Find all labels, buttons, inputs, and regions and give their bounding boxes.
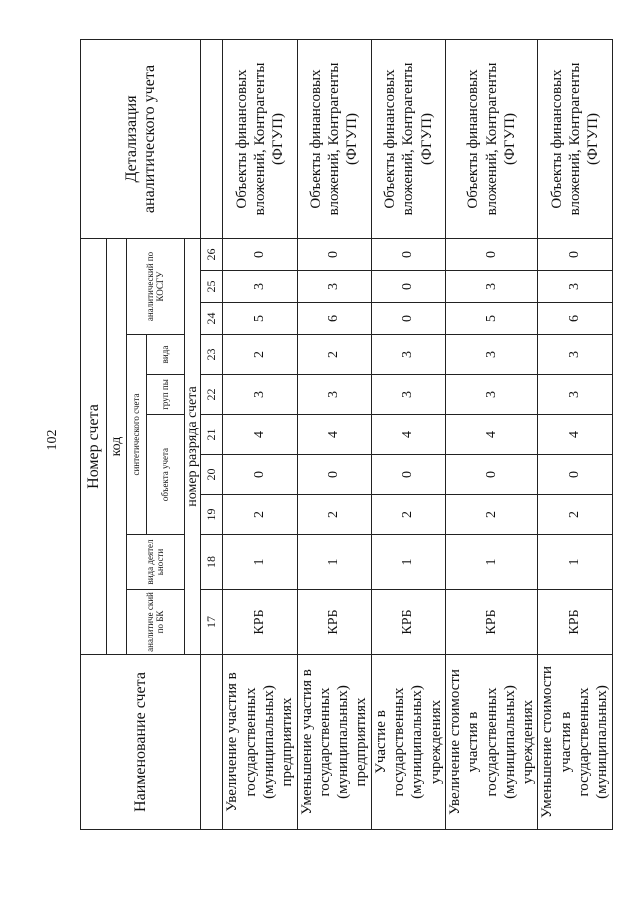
header-analytic-bk: аналитиче ский по БК	[127, 590, 185, 655]
digit-cell-blank	[201, 39, 223, 238]
header-account-number: Номер счета	[81, 238, 107, 654]
code-digit-cell: 2	[223, 335, 297, 375]
header-account-object: объекта учета	[147, 415, 185, 535]
code-digit-cell: 2	[371, 495, 445, 535]
code-digit-cell: 0	[445, 238, 537, 270]
rotated-table-wrapper	[80, 40, 611, 830]
detail-cell: Объекты финансовых вложений, Контрагенты (ФГУП)	[538, 39, 612, 238]
code-digit-cell: 3	[297, 375, 371, 415]
detail-cell: Объекты финансовых вложений, Контрагенты (ФГУП)	[223, 39, 297, 238]
header-activity-type: вида деятел ьности	[127, 535, 185, 590]
account-name-cell: Увеличение участия в государственных (муниципальных) предприятиях	[223, 655, 297, 830]
code-digit-cell: 2	[297, 495, 371, 535]
account-name-cell: Уменьшение участия в государственных (муниципальных) предприятиях	[297, 655, 371, 830]
code-digit-cell: 3	[538, 375, 612, 415]
header-synthetic: синтетического счета	[127, 335, 147, 535]
header-analytic-kosgu: аналитический по КОСГУ	[127, 238, 185, 334]
code-digit-cell: КРБ	[223, 590, 297, 655]
digit-cell: 18	[201, 535, 223, 590]
digit-cell: 20	[201, 455, 223, 495]
account-name-cell: Уменьшение стоимости участия в государственных (муниципальных)	[538, 655, 612, 830]
header-code: код	[107, 238, 127, 654]
table-row	[223, 39, 297, 829]
code-digit-cell: 6	[538, 303, 612, 335]
digit-cell: 24	[201, 303, 223, 335]
header-digit-number: номер разряда счета	[185, 238, 201, 654]
code-digit-cell: 4	[445, 415, 537, 455]
code-digit-cell: 3	[445, 271, 537, 303]
digit-cell: 17	[201, 590, 223, 655]
header-kind: вида	[147, 335, 185, 375]
code-digit-cell: 5	[223, 303, 297, 335]
code-digit-cell: 3	[223, 271, 297, 303]
code-digit-cell: 4	[223, 415, 297, 455]
code-digit-cell: 1	[538, 535, 612, 590]
code-digit-cell: 3	[297, 271, 371, 303]
code-digit-cell: 0	[538, 455, 612, 495]
code-digit-cell: 0	[297, 455, 371, 495]
header-account-name: Наименование счета	[81, 655, 201, 830]
digit-cell: 26	[201, 238, 223, 270]
digit-cell: 23	[201, 335, 223, 375]
accounts-table	[80, 39, 613, 830]
digit-cell-blank	[201, 655, 223, 830]
digit-cell: 21	[201, 415, 223, 455]
code-digit-cell: 1	[223, 535, 297, 590]
code-digit-cell: 0	[538, 238, 612, 270]
code-digit-cell: 3	[371, 375, 445, 415]
digit-cell: 22	[201, 375, 223, 415]
detail-cell: Объекты финансовых вложений, Контрагенты (ФГУП)	[297, 39, 371, 238]
code-digit-cell: КРБ	[371, 590, 445, 655]
code-digit-cell: 2	[297, 335, 371, 375]
code-digit-cell: 6	[297, 303, 371, 335]
code-digit-cell: 5	[445, 303, 537, 335]
header-detail: Детализация аналитического учета	[81, 39, 201, 238]
code-digit-cell: 0	[371, 271, 445, 303]
page-number: 102	[45, 429, 60, 451]
code-digit-cell: 4	[371, 415, 445, 455]
code-digit-cell: 3	[538, 335, 612, 375]
code-digit-cell: 0	[297, 238, 371, 270]
code-digit-cell: 3	[223, 375, 297, 415]
table-row	[297, 39, 371, 829]
digit-cell: 19	[201, 495, 223, 535]
code-digit-cell: КРБ	[297, 590, 371, 655]
code-digit-cell: 3	[371, 335, 445, 375]
code-digit-cell: 0	[371, 303, 445, 335]
account-name-cell: Увеличение стоимости участия в государственных (муниципальных) учреждениях	[445, 655, 537, 830]
code-digit-cell: 1	[371, 535, 445, 590]
code-digit-cell: 3	[445, 375, 537, 415]
detail-cell: Объекты финансовых вложений, Контрагенты (ФГУП)	[445, 39, 537, 238]
code-digit-cell: 4	[297, 415, 371, 455]
account-name-cell: Участие в государственных (муниципальных) учреждениях	[371, 655, 445, 830]
code-digit-cell: КРБ	[445, 590, 537, 655]
code-digit-cell: 3	[445, 335, 537, 375]
code-digit-cell: 2	[445, 495, 537, 535]
table-row	[445, 39, 537, 829]
code-digit-cell: КРБ	[538, 590, 612, 655]
table-row	[538, 39, 612, 829]
code-digit-cell: 1	[445, 535, 537, 590]
code-digit-cell: 0	[223, 455, 297, 495]
code-digit-cell: 2	[538, 495, 612, 535]
digit-cell: 25	[201, 271, 223, 303]
code-digit-cell: 4	[538, 415, 612, 455]
code-digit-cell: 2	[223, 495, 297, 535]
table-row	[371, 39, 445, 829]
code-digit-cell: 3	[538, 271, 612, 303]
code-digit-cell: 0	[371, 455, 445, 495]
code-digit-cell: 0	[371, 238, 445, 270]
code-digit-cell: 0	[445, 455, 537, 495]
digits-row	[201, 39, 223, 829]
code-digit-cell: 1	[297, 535, 371, 590]
header-group: груп пы	[147, 375, 185, 415]
detail-cell: Объекты финансовых вложений, Контрагенты (ФГУП)	[371, 39, 445, 238]
code-digit-cell: 0	[223, 238, 297, 270]
